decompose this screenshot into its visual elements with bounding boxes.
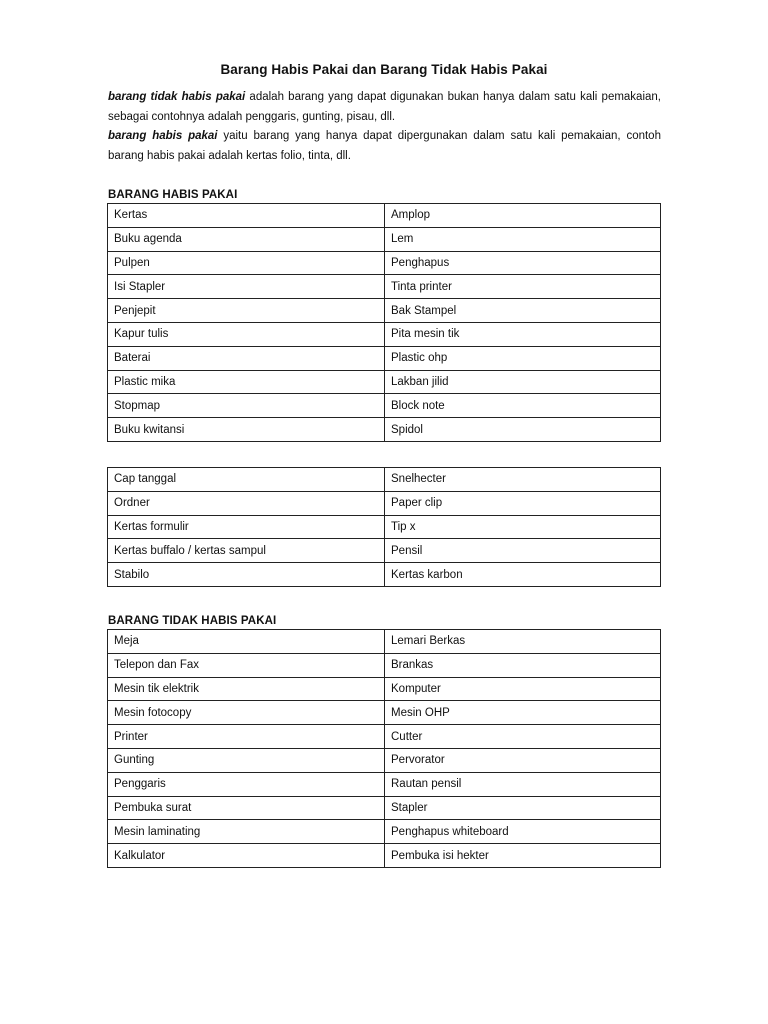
- table-row: [108, 491, 661, 515]
- table-row: [108, 322, 661, 346]
- table-cell: Cutter: [385, 725, 661, 749]
- table-row: [108, 630, 661, 654]
- table-row: [108, 227, 661, 251]
- table-row: [108, 370, 661, 394]
- table-cell: Pensil: [385, 539, 661, 563]
- table-cell: Mesin laminating: [108, 820, 385, 844]
- table-cell: Pembuka isi hekter: [385, 844, 661, 868]
- table-row: [108, 796, 661, 820]
- table-row: [108, 748, 661, 772]
- table-cell: Plastic ohp: [385, 346, 661, 370]
- table-cell: Stapler: [385, 796, 661, 820]
- table-row: [108, 772, 661, 796]
- table-cell: Stabilo: [108, 563, 385, 587]
- table-row: [108, 394, 661, 418]
- table-cell: Stopmap: [108, 394, 385, 418]
- table-cell: Kertas buffalo / kertas sampul: [108, 539, 385, 563]
- table-row: [108, 677, 661, 701]
- table-cell: Pembuka surat: [108, 796, 385, 820]
- table-cell: Kertas formulir: [108, 515, 385, 539]
- table-cell: Mesin tik elektrik: [108, 677, 385, 701]
- table-cell: Mesin OHP: [385, 701, 661, 725]
- table-cell: Buku agenda: [108, 227, 385, 251]
- term-habis-pakai: barang habis pakai: [108, 130, 218, 142]
- table-cell: Snelhecter: [385, 468, 661, 492]
- table-cell: Block note: [385, 394, 661, 418]
- section-heading-tidak-habis-pakai: BARANG TIDAK HABIS PAKAI: [108, 615, 277, 627]
- table-cell: Mesin fotocopy: [108, 701, 385, 725]
- definition-habis-pakai: yaitu barang yang hanya dapat dipergunakan dalam satu kali pemakaian, contoh barang habis pakai adalah kertas folio, tinta, dll.: [108, 130, 661, 162]
- table-habis-pakai-1: [107, 203, 661, 442]
- table-row: [108, 653, 661, 677]
- table-cell: Paper clip: [385, 491, 661, 515]
- table-cell: Penggaris: [108, 772, 385, 796]
- term-tidak-habis-pakai: barang tidak habis pakai: [108, 91, 246, 103]
- table-cell: Lemari Berkas: [385, 630, 661, 654]
- table-row: [108, 563, 661, 587]
- table-row: [108, 515, 661, 539]
- table-tidak-habis-pakai: [107, 629, 661, 868]
- table-row: [108, 275, 661, 299]
- table-cell: Lakban jilid: [385, 370, 661, 394]
- table-cell: Ordner: [108, 491, 385, 515]
- table-cell: Lem: [385, 227, 661, 251]
- intro-paragraph: [108, 88, 661, 166]
- table-cell: Pita mesin tik: [385, 322, 661, 346]
- table-row: [108, 204, 661, 228]
- section-heading-habis-pakai: BARANG HABIS PAKAI: [108, 189, 238, 201]
- intro-definition-tidak-habis-pakai: [108, 88, 661, 127]
- table-cell: Bak Stampel: [385, 299, 661, 323]
- table-cell: Kalkulator: [108, 844, 385, 868]
- table-cell: Tip x: [385, 515, 661, 539]
- table-cell: Pervorator: [385, 748, 661, 772]
- table-cell: Isi Stapler: [108, 275, 385, 299]
- table-row: [108, 468, 661, 492]
- table-cell: Komputer: [385, 677, 661, 701]
- table-cell: Tinta printer: [385, 275, 661, 299]
- table-cell: Amplop: [385, 204, 661, 228]
- table-cell: Gunting: [108, 748, 385, 772]
- table-cell: Rautan pensil: [385, 772, 661, 796]
- table-cell: Pulpen: [108, 251, 385, 275]
- table-row: [108, 346, 661, 370]
- table-cell: Brankas: [385, 653, 661, 677]
- table-row: [108, 820, 661, 844]
- table-row: [108, 701, 661, 725]
- table-cell: Plastic mika: [108, 370, 385, 394]
- table-cell: Cap tanggal: [108, 468, 385, 492]
- table-cell: Penghapus: [385, 251, 661, 275]
- table-cell: Buku kwitansi: [108, 418, 385, 442]
- table-cell: Kertas: [108, 204, 385, 228]
- table-cell: Penghapus whiteboard: [385, 820, 661, 844]
- table-habis-pakai-2: [107, 467, 661, 587]
- table-row: [108, 725, 661, 749]
- intro-definition-habis-pakai: [108, 127, 661, 166]
- table-row: [108, 539, 661, 563]
- table-row: [108, 251, 661, 275]
- table-cell: Meja: [108, 630, 385, 654]
- table-row: [108, 299, 661, 323]
- table-row: [108, 418, 661, 442]
- table-cell: Printer: [108, 725, 385, 749]
- table-cell: Penjepit: [108, 299, 385, 323]
- definition-tidak-habis-pakai: adalah barang yang dapat digunakan bukan hanya dalam satu kali pemakaian, sebagai contohnya adalah penggaris, gunting, pisau, dll.: [108, 91, 661, 123]
- table-row: [108, 844, 661, 868]
- table-cell: Kertas karbon: [385, 563, 661, 587]
- table-cell: Baterai: [108, 346, 385, 370]
- table-cell: Telepon dan Fax: [108, 653, 385, 677]
- table-cell: Spidol: [385, 418, 661, 442]
- table-cell: Kapur tulis: [108, 322, 385, 346]
- document-title: Barang Habis Pakai dan Barang Tidak Habis Pakai: [220, 62, 548, 77]
